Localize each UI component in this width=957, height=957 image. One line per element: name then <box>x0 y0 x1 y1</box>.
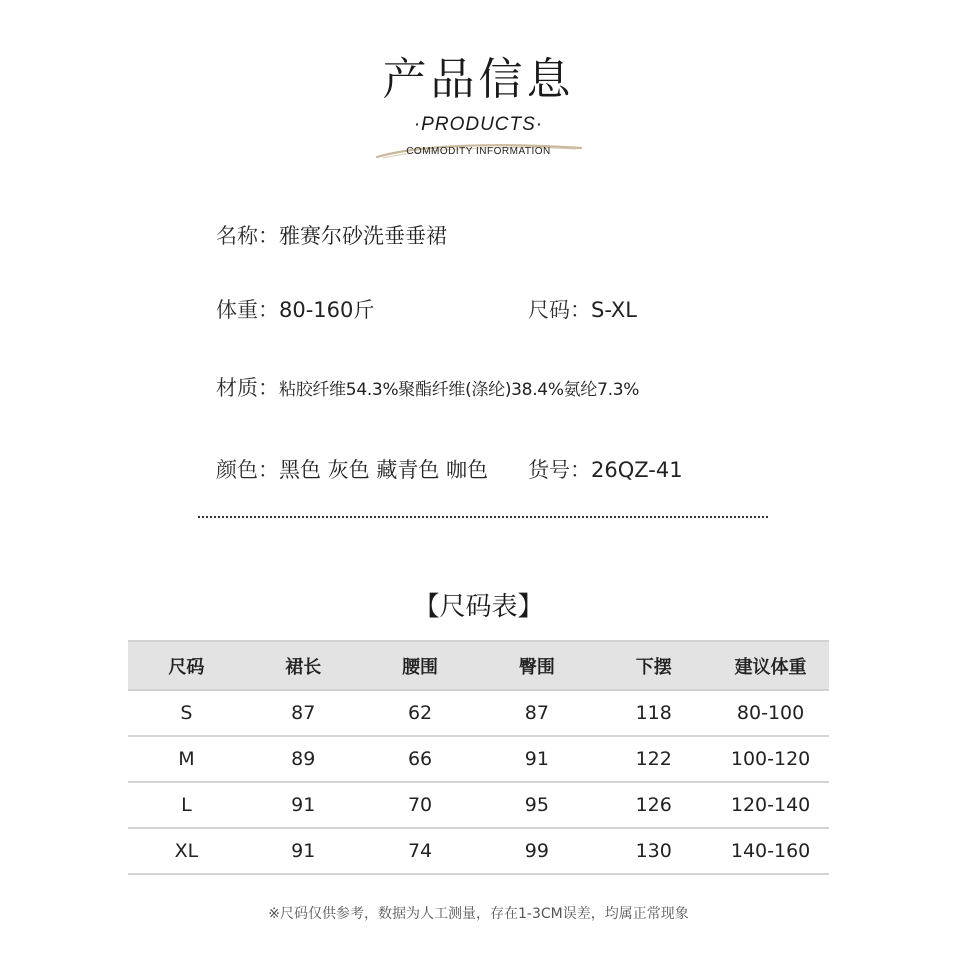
header-cell: 尺码 <box>128 641 245 690</box>
sku-value: 26QZ-41 <box>591 458 683 482</box>
header-cell: 建议体重 <box>712 641 829 690</box>
header-cell: 裙长 <box>245 641 362 690</box>
sku-label: 货号： <box>528 458 591 482</box>
weight-label: 体重： <box>216 298 279 322</box>
table-cell: 120-140 <box>712 782 829 828</box>
table-row <box>128 782 829 828</box>
table-cell: 89 <box>245 736 362 782</box>
size-table <box>128 640 829 875</box>
table-cell: S <box>128 690 245 736</box>
weight-row <box>216 296 374 324</box>
table-cell: L <box>128 782 245 828</box>
name-value: 雅赛尔砂洗垂垂裙 <box>279 224 447 248</box>
table-cell: 80-100 <box>712 690 829 736</box>
table-cell: M <box>128 736 245 782</box>
size-row <box>528 296 637 324</box>
table-cell: 99 <box>478 828 595 874</box>
size-table-title: 【尺码表】 <box>413 592 544 622</box>
header-cell: 臀围 <box>478 641 595 690</box>
material-value: 粘胶纤维54.3%聚酯纤维(涤纶)38.4%氨纶7.3% <box>279 380 640 400</box>
table-header-row <box>128 641 829 690</box>
table-row <box>128 690 829 736</box>
color-value: 黑色 灰色 藏青色 咖色 <box>279 458 489 482</box>
header-cell: 下摆 <box>595 641 712 690</box>
table-cell: 66 <box>362 736 479 782</box>
table-cell: 122 <box>595 736 712 782</box>
table-cell: 100-120 <box>712 736 829 782</box>
table-cell: 70 <box>362 782 479 828</box>
page-title: 产品信息 <box>382 54 575 105</box>
products-subtitle: ·PRODUCTS· <box>413 114 544 135</box>
weight-value: 80-160斤 <box>279 298 375 322</box>
table-cell: 91 <box>245 782 362 828</box>
table-cell: 91 <box>478 736 595 782</box>
name-row <box>216 222 447 250</box>
measurement-footnote: ※尺码仅供参考，数据为人工测量，存在1-3CM误差，均属正常现象 <box>268 906 689 922</box>
table-cell: 140-160 <box>712 828 829 874</box>
size-label: 尺码： <box>528 298 591 322</box>
table-row <box>128 828 829 874</box>
sku-row <box>528 456 683 484</box>
table-cell: 74 <box>362 828 479 874</box>
header-cell: 腰围 <box>362 641 479 690</box>
size-value: S-XL <box>591 298 637 322</box>
table-cell: 126 <box>595 782 712 828</box>
table-cell: 87 <box>478 690 595 736</box>
table-cell: 62 <box>362 690 479 736</box>
table-cell: 91 <box>245 828 362 874</box>
table-cell: 130 <box>595 828 712 874</box>
color-label: 颜色： <box>216 458 279 482</box>
commodity-caption: COMMODITY INFORMATION <box>406 146 551 157</box>
material-row <box>216 374 639 404</box>
table-cell: XL <box>128 828 245 874</box>
color-row <box>216 456 488 484</box>
name-label: 名称： <box>216 224 279 248</box>
material-label: 材质： <box>216 376 279 400</box>
dotted-divider <box>198 516 768 518</box>
table-cell: 95 <box>478 782 595 828</box>
table-cell: 118 <box>595 690 712 736</box>
table-row <box>128 736 829 782</box>
table-cell: 87 <box>245 690 362 736</box>
